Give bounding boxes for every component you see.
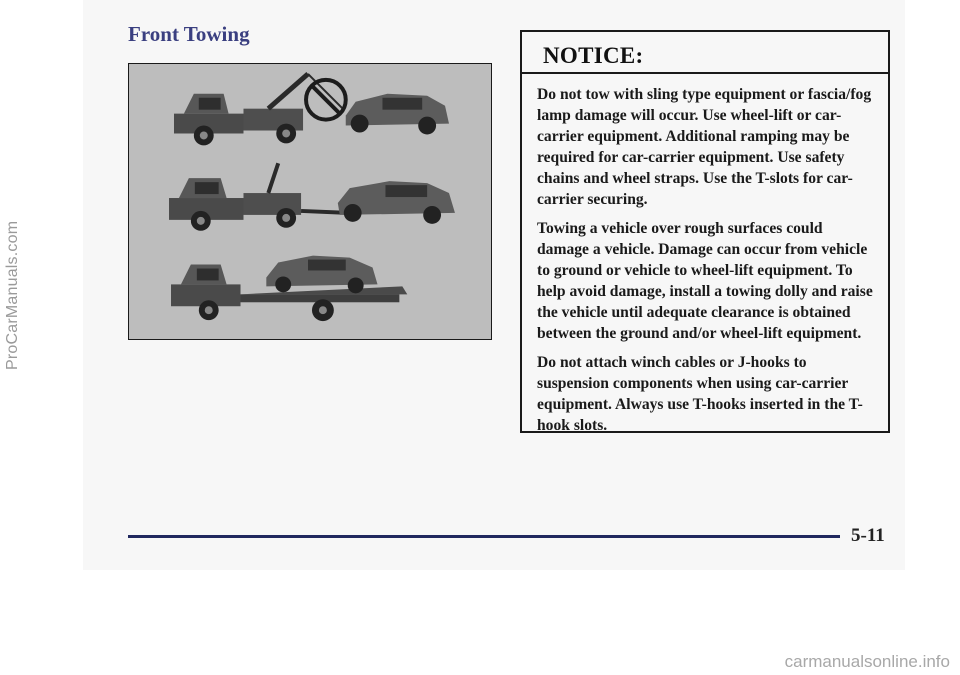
notice-body — [522, 74, 888, 436]
bottom-watermark: carmanualsonline.info — [784, 652, 950, 671]
side-watermark: ProCarManuals.com — [4, 220, 21, 370]
notice-paragraph-1: Do not tow with sling type equipment or fascia/fog lamp damage will occur. Use wheel-lift or car-carrier equipment. Additional ramping may be required for car-carrier equipment. Use safety chains and wheel straps. Use the T-slots for car-carrier securing. — [537, 86, 872, 208]
footer-rule — [128, 535, 840, 538]
notice-box — [520, 30, 890, 433]
notice-paragraph-3: Do not attach winch cables or J-hooks to suspension components when using car-carrier equipment. Always use T-hooks inserted in the T-hook slots. — [537, 354, 863, 434]
notice-heading: NOTICE: — [522, 32, 888, 74]
section-title: Front Towing — [128, 22, 250, 46]
page-number: 5-11 — [851, 525, 885, 546]
notice-paragraph-2: Towing a vehicle over rough surfaces could damage a vehicle. Damage can occur from vehicle to ground or vehicle to wheel-lift equipment. To help avoid damage, install a towing dolly and raise the vehicle until adequate clearance is obtained between the ground and/or wheel-lift equipment. — [537, 220, 873, 342]
towing-illustration — [128, 63, 492, 340]
